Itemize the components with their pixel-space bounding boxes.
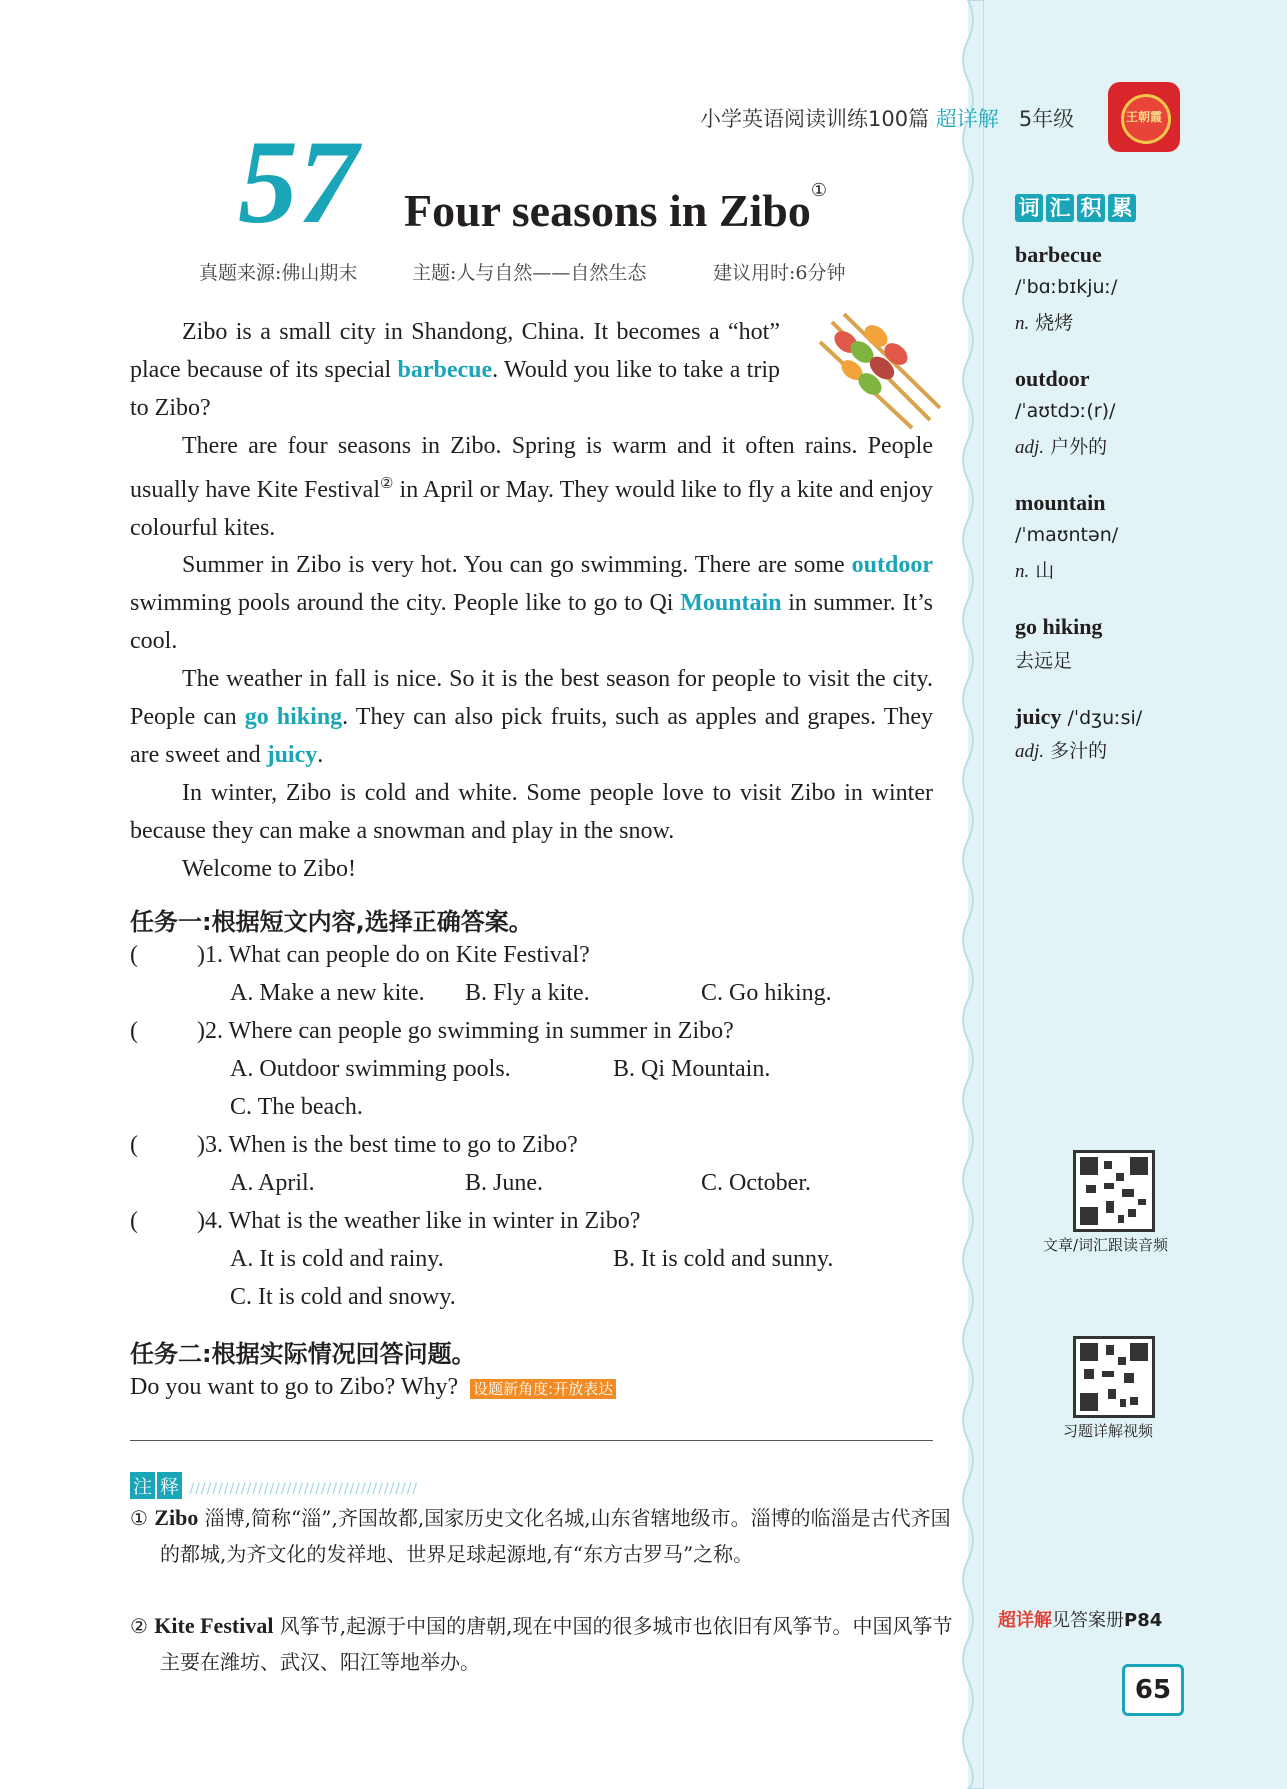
logo-text: 王朝霞 — [1125, 110, 1162, 124]
lesson-title — [404, 180, 828, 237]
paragraph-4: The weather in fall is nice. So it is the best season for people to visit the city. People can go hiking. They can also pick fruits, such as apples and grapes. They are sweet and juicy. — [130, 666, 934, 768]
vocab-phonetic-mountain: /ˈmaʊntən/ — [1015, 524, 1119, 546]
barbecue-skewer-illustration — [812, 312, 942, 432]
open-expression-badge: 设题新角度:开放表达 — [470, 1379, 616, 1399]
q2-paren[interactable]: ( — [130, 1018, 138, 1044]
publisher-logo — [1108, 82, 1180, 152]
q2-option-c[interactable]: C. The beach. — [230, 1094, 363, 1120]
paragraph-1: Zibo is a small city in Shandong, China. It becomes a “hot” place because of its special barbecue. Would you like to take a trip to Zibo? — [130, 319, 780, 421]
q1-text: )1. What can people do on Kite Festival? — [197, 942, 590, 968]
q1-paren[interactable]: ( — [130, 942, 138, 968]
paragraph-6: Welcome to Zibo! — [182, 856, 357, 882]
q4-text: )4. What is the weather like in winter in Zibo? — [197, 1208, 641, 1234]
video-qr-code-icon[interactable] — [1073, 1336, 1155, 1418]
vocab-phonetic-juicy: /ˈdʒuːsi/ — [1061, 707, 1143, 729]
note-2: ② Kite Festival 风筝节,起源于中国的唐朝,现在中国的很多城市也依旧有风筝节。中国风筝节主要在潍坊、武汉、阳江等地举办。 — [130, 1613, 953, 1674]
vocab-phonetic-barbecue: /ˈbɑːbɪkjuː/ — [1015, 276, 1118, 298]
meta-theme: 主题:人与自然——自然生态 — [412, 262, 647, 284]
vocab-word-go-hiking: go hiking — [1015, 614, 1103, 639]
keyword-juicy: juicy — [266, 742, 318, 768]
vocab-meaning-juicy: adj. 多汁的 — [1015, 740, 1108, 762]
q1-option-a[interactable]: A. Make a new kite. — [230, 980, 425, 1006]
vocab-word-barbecue: barbecue — [1015, 242, 1102, 267]
vocab-word-outdoor: outdoor — [1015, 366, 1090, 391]
audio-qr-code-icon[interactable] — [1073, 1150, 1155, 1232]
book-title: 小学英语阅读训练100篇 — [700, 107, 930, 131]
q4-paren[interactable]: ( — [130, 1208, 138, 1234]
q4-option-a[interactable]: A. It is cold and rainy. — [230, 1246, 444, 1272]
note-1: ① Zibo 淄博,简称“淄”,齐国故都,国家历史文化名城,山东省辖地级市。淄博的临淄是古代齐国的都城,为齐文化的发祥地、世界足球起源地,有“东方古罗马”之称。 — [130, 1505, 951, 1566]
keyword-outdoor: outdoor — [851, 552, 933, 578]
keyword-go-hiking: go hiking — [244, 704, 343, 730]
note-1-term: Zibo — [154, 1505, 199, 1530]
q4-option-c[interactable]: C. It is cold and snowy. — [230, 1284, 456, 1310]
vocab-heading: 词 汇 积 累 — [1015, 194, 1139, 222]
q1-option-b[interactable]: B. Fly a kite. — [465, 980, 590, 1006]
footnote-marker-1: ① — [810, 180, 828, 200]
grade-label: 5年级 — [1018, 107, 1075, 131]
lesson-number: 57 — [238, 115, 358, 248]
vocab-meaning-go-hiking: 去远足 — [1015, 650, 1073, 672]
q1-option-c[interactable]: C. Go hiking. — [701, 980, 832, 1006]
book-highlight: 超详解 — [935, 107, 999, 131]
footnote-marker-2: ② — [380, 476, 394, 492]
divider-line — [130, 1440, 933, 1441]
keyword-mountain: Mountain — [680, 590, 782, 616]
q3-option-a[interactable]: A. April. — [230, 1170, 315, 1196]
q2-option-b[interactable]: B. Qi Mountain. — [613, 1056, 771, 1082]
q3-option-c[interactable]: C. October. — [701, 1170, 811, 1196]
task2-question: Do you want to go to Zibo? Why? 设题新角度:开放表达 — [130, 1374, 616, 1401]
keyword-barbecue: barbecue — [397, 357, 493, 383]
sidebar-panel — [968, 0, 1287, 1789]
paragraph-3: Summer in Zibo is very hot. You can go swimming. There are some outdoor swimming pools around the city. People like to go to Qi Mountain in summer. It’s cool. — [130, 552, 934, 654]
paragraph-2: There are four seasons in Zibo. Spring is warm and it often rains. People usually have Kite Festival② in April or May. They would like to fly a kite and enjoy colourful kites. — [130, 433, 934, 541]
audio-qr-caption: 文章/词汇跟读音频 — [1043, 1236, 1169, 1254]
vocab-word-mountain: mountain — [1015, 490, 1106, 515]
task1-title: 任务一:根据短文内容,选择正确答案。 — [130, 908, 533, 936]
q3-paren[interactable]: ( — [130, 1132, 138, 1158]
q2-text: )2. Where can people go swimming in summer in Zibo? — [197, 1018, 734, 1044]
vocab-word-juicy: juicy /ˈdʒuːsi/ — [1015, 704, 1143, 729]
paragraph-5: In winter, Zibo is cold and white. Some people love to visit Zibo in winter because they can make a snowman and play in the snow. — [130, 780, 933, 844]
page-number: 65 — [1122, 1664, 1184, 1716]
q3-text: )3. When is the best time to go to Zibo? — [197, 1132, 578, 1158]
note-2-term: Kite Festival — [154, 1613, 274, 1638]
vocab-meaning-barbecue: n. 烧烤 — [1015, 312, 1074, 334]
book-header — [700, 103, 1074, 133]
q3-option-b[interactable]: B. June. — [465, 1170, 543, 1196]
meta-time: 建议用时:6分钟 — [713, 262, 846, 284]
lesson-title-text: Four seasons in Zibo — [404, 185, 811, 236]
q2-option-a[interactable]: A. Outdoor swimming pools. — [230, 1056, 511, 1082]
answer-reference: 超详解见答案册P84 — [998, 1610, 1163, 1631]
vocab-meaning-mountain: n. 山 — [1015, 560, 1055, 582]
task2-title: 任务二:根据实际情况回答问题。 — [130, 1340, 476, 1368]
notes-label: 注 释 //////////////////////////////////////// — [130, 1472, 418, 1499]
q4-option-b[interactable]: B. It is cold and sunny. — [613, 1246, 834, 1272]
vocab-phonetic-outdoor: /ˈaʊtdɔː(r)/ — [1015, 400, 1116, 422]
meta-source: 真题来源:佛山期末 — [199, 262, 358, 284]
video-qr-caption: 习题详解视频 — [1063, 1422, 1154, 1440]
vocab-meaning-outdoor: adj. 户外的 — [1015, 436, 1108, 458]
